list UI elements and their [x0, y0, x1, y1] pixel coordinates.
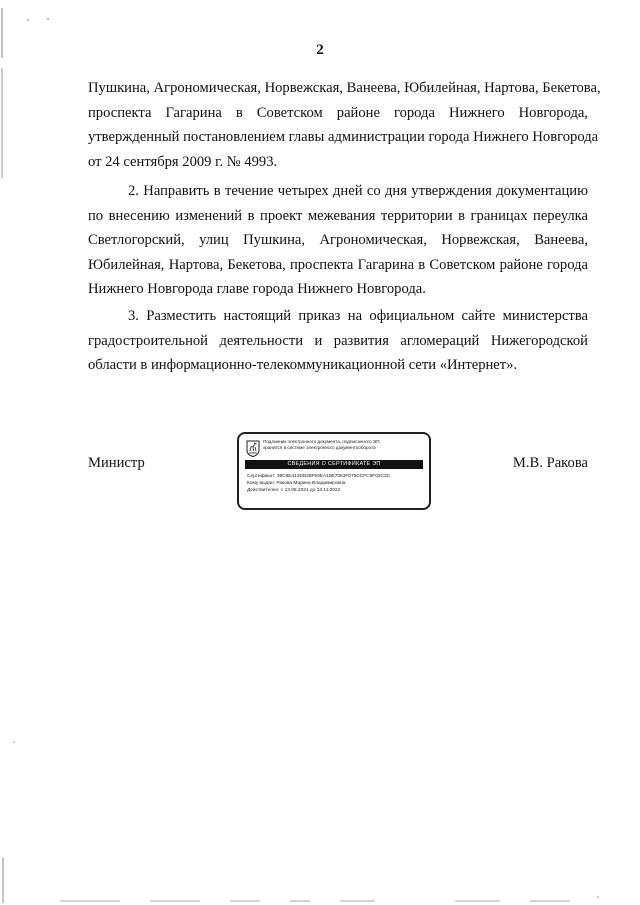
electronic-signature-stamp — [237, 432, 431, 510]
scan-speck — [27, 19, 29, 21]
paragraph-line: области в информационно-телекоммуникационной сети «Интернет». — [88, 357, 518, 374]
paragraph-line: Светлогорский, улиц Пушкина, Агрономическая, Норвежская, Ванеева, — [88, 232, 588, 249]
stamp-validity: Действителен: с 13.08.2021 до 13.11.2022 — [247, 488, 341, 493]
stamp-header-line: Подлинник электронного документа, подписанного ЭП, — [263, 439, 381, 444]
paragraph-line: по внесению изменений в проект межевания территории в границах переулка — [88, 207, 588, 224]
stamp-certificate: Сертификат: 39C8E413DB38F59EA1B57063F075CCFC9F02C3C — [247, 474, 391, 479]
paragraph-2 — [88, 179, 588, 302]
paragraph-line: утвержденный постановлением главы администрации города Нижнего Новгорода — [88, 129, 599, 146]
paragraph-line: проспекта Гагарина в Советском районе города Нижнего Новгорода, — [88, 104, 588, 121]
paragraph-line: 3. Разместить настоящий приказ на официальном сайте министерства — [128, 308, 588, 324]
stamp-header-line: хранится в системе электронного документооборота — [263, 445, 376, 450]
scan-speck — [13, 741, 14, 742]
paragraph-line: 2. Направить в течение четырех дней со дня утверждения документацию — [128, 183, 588, 199]
paragraph-line: Нижнего Новгорода главе города Нижнего Новгорода. — [88, 281, 426, 298]
paragraph-line: от 24 сентября 2009 г. № 4993. — [88, 153, 278, 170]
paragraph-line: Пушкина, Агрономическая, Норвежская, Ванеева, Юбилейная, Нартова, Бекетова, — [88, 80, 601, 96]
stamp-title-bar: СВЕДЕНИЯ О СЕРТИФИКАТЕ ЭП — [245, 460, 423, 469]
paragraph-3 — [88, 304, 588, 378]
stamp-certificate-details — [247, 473, 423, 494]
deer-emblem-icon — [246, 440, 260, 457]
stamp-issued-to: Кому выдан: Ракова Марина Владимировна — [247, 481, 346, 486]
paragraph-line: Юбилейная, Нартова, Бекетова, проспекта Гагарина в Советском районе города — [88, 256, 588, 273]
scan-speck — [597, 896, 599, 898]
signer-position: Министр — [88, 455, 145, 471]
paragraph-line: градостроительной деятельности и развития агломераций Нижегородской — [88, 332, 588, 349]
stamp-header — [263, 439, 427, 451]
scan-speck — [47, 18, 49, 20]
paragraph-1 — [88, 76, 601, 174]
page-number: 2 — [316, 42, 324, 58]
signer-name: М.В. Ракова — [512, 455, 588, 471]
